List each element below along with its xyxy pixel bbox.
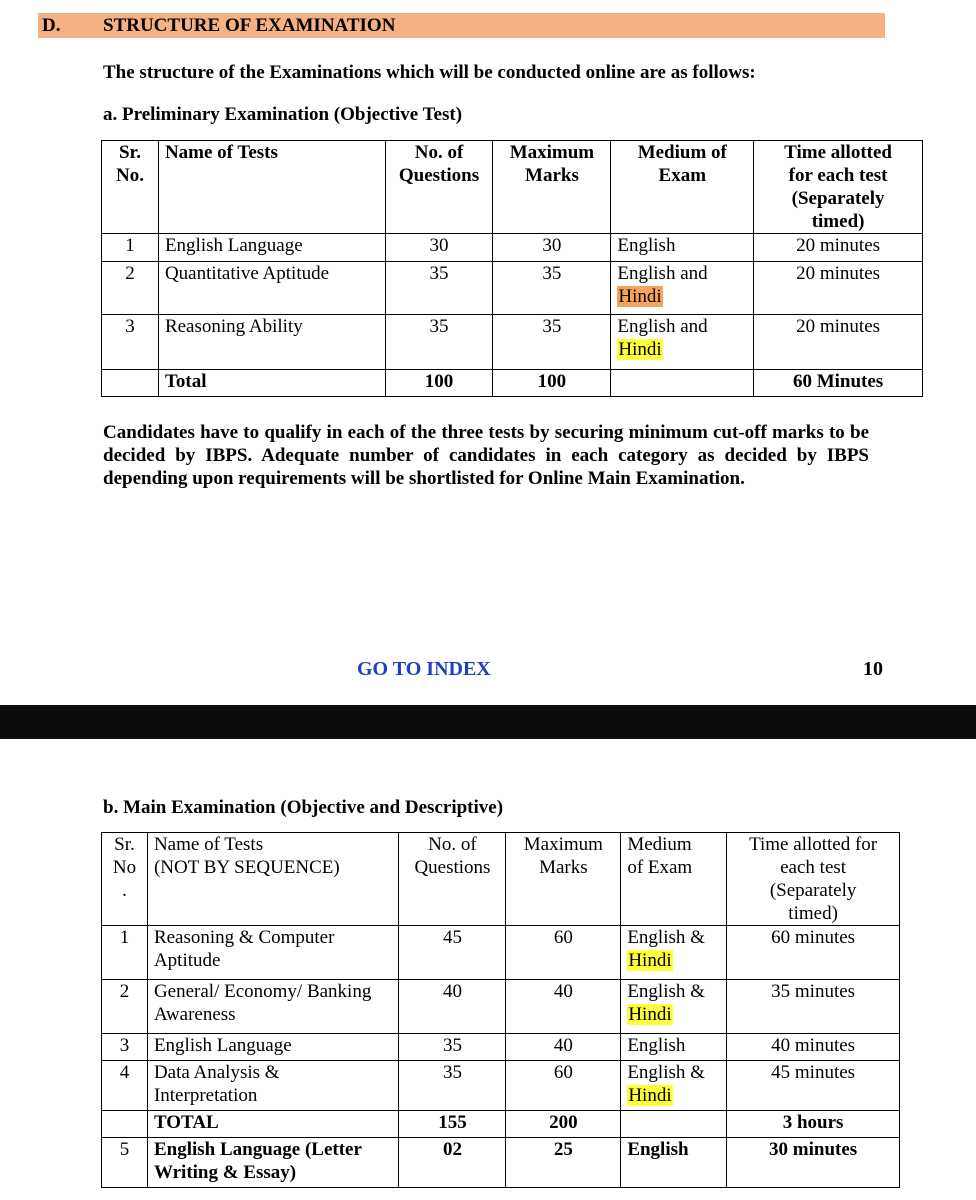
main-header-marks: Maximum Marks xyxy=(506,833,621,926)
main-test-name: English Language xyxy=(147,1034,399,1061)
main-total-questions: 155 xyxy=(399,1111,506,1138)
section-letter: D. xyxy=(42,15,61,36)
main-test-name: Data Analysis & Interpretation xyxy=(147,1061,399,1111)
prelim-test-name: Reasoning Ability xyxy=(158,315,385,370)
main-time: 35 minutes xyxy=(727,980,900,1034)
prelim-table xyxy=(101,140,923,397)
prelim-header-row xyxy=(102,141,923,234)
prelim-time: 20 minutes xyxy=(754,315,923,370)
main-medium: English xyxy=(621,1034,727,1061)
main-sr: 3 xyxy=(102,1034,148,1061)
main-table xyxy=(101,832,900,1188)
hindi-highlight: Hindi xyxy=(618,339,662,360)
main-time: 45 minutes xyxy=(727,1061,900,1111)
main-medium: English xyxy=(621,1138,727,1188)
main-total-medium xyxy=(621,1111,727,1138)
section-header-bar xyxy=(38,13,885,38)
main-test-name: Reasoning & Computer Aptitude xyxy=(147,926,399,980)
prelim-questions: 35 xyxy=(385,315,493,370)
prelim-total-sr xyxy=(102,370,159,397)
hindi-highlight: Hindi xyxy=(618,286,662,307)
main-medium: English & Hindi xyxy=(621,1061,727,1111)
hindi-highlight: Hindi xyxy=(628,1004,672,1025)
hindi-highlight: Hindi xyxy=(628,950,672,971)
main-row xyxy=(102,980,900,1034)
main-medium: English & Hindi xyxy=(621,926,727,980)
main-sr: 1 xyxy=(102,926,148,980)
prelim-test-name: Quantitative Aptitude xyxy=(158,262,385,315)
main-row xyxy=(102,1061,900,1111)
cutoff-note: Candidates have to qualify in each of the three tests by securing minimum cut-off marks to be decided by IBPS. Adequate number of candidates in each category as decided by IBPS depending upon requirements will be shortlisted for Online Main Examination. xyxy=(103,422,869,489)
hindi-highlight: Hindi xyxy=(628,1085,672,1106)
main-marks: 60 xyxy=(506,1061,621,1111)
main-row xyxy=(102,926,900,980)
section-title: STRUCTURE OF EXAMINATION xyxy=(103,15,396,36)
prelim-heading: a. Preliminary Examination (Objective Test) xyxy=(103,104,463,125)
main-marks: 25 xyxy=(506,1138,621,1188)
prelim-header-marks: Maximum Marks xyxy=(493,141,611,234)
main-sr: 5 xyxy=(102,1138,148,1188)
prelim-marks: 30 xyxy=(493,234,611,262)
main-time: 60 minutes xyxy=(727,926,900,980)
page-number: 10 xyxy=(863,658,883,680)
main-time: 40 minutes xyxy=(727,1034,900,1061)
main-total-marks: 200 xyxy=(506,1111,621,1138)
go-to-index-link[interactable]: GO TO INDEX xyxy=(357,658,491,680)
main-descriptive-row xyxy=(102,1138,900,1188)
main-medium: English & Hindi xyxy=(621,980,727,1034)
prelim-header-sr: Sr. No. xyxy=(102,141,159,234)
prelim-sr: 1 xyxy=(102,234,159,262)
main-questions: 45 xyxy=(399,926,506,980)
prelim-total-time: 60 Minutes xyxy=(754,370,923,397)
prelim-total-label: Total xyxy=(158,370,385,397)
prelim-medium: English and Hindi xyxy=(611,262,754,315)
page-break-bar xyxy=(0,705,976,739)
prelim-medium: English xyxy=(611,234,754,262)
prelim-total-row xyxy=(102,370,923,397)
main-header-time: Time allotted for each test (Separately timed) xyxy=(727,833,900,926)
main-test-name: English Language (Letter Writing & Essay) xyxy=(147,1138,399,1188)
prelim-medium: English and Hindi xyxy=(611,315,754,370)
main-questions: 35 xyxy=(399,1034,506,1061)
prelim-time: 20 minutes xyxy=(754,262,923,315)
main-marks: 40 xyxy=(506,1034,621,1061)
prelim-total-questions: 100 xyxy=(385,370,493,397)
prelim-questions: 35 xyxy=(385,262,493,315)
main-total-time: 3 hours xyxy=(727,1111,900,1138)
main-time: 30 minutes xyxy=(727,1138,900,1188)
main-questions: 35 xyxy=(399,1061,506,1111)
main-sr: 4 xyxy=(102,1061,148,1111)
prelim-questions: 30 xyxy=(385,234,493,262)
intro-text: The structure of the Examinations which will be conducted online are as follows: xyxy=(103,62,756,83)
main-total-sr xyxy=(102,1111,148,1138)
main-questions: 40 xyxy=(399,980,506,1034)
prelim-sr: 2 xyxy=(102,262,159,315)
prelim-row xyxy=(102,262,923,315)
main-marks: 60 xyxy=(506,926,621,980)
main-test-name: General/ Economy/ Banking Awareness xyxy=(147,980,399,1034)
main-total-label: TOTAL xyxy=(147,1111,399,1138)
prelim-marks: 35 xyxy=(493,262,611,315)
prelim-marks: 35 xyxy=(493,315,611,370)
prelim-test-name: English Language xyxy=(158,234,385,262)
main-header-name: Name of Tests (NOT BY SEQUENCE) xyxy=(147,833,399,926)
main-row xyxy=(102,1034,900,1061)
main-header-medium: Medium of Exam xyxy=(621,833,727,926)
prelim-row xyxy=(102,234,923,262)
prelim-header-medium: Medium of Exam xyxy=(611,141,754,234)
prelim-time: 20 minutes xyxy=(754,234,923,262)
main-marks: 40 xyxy=(506,980,621,1034)
main-header-questions: No. of Questions xyxy=(399,833,506,926)
main-total-row xyxy=(102,1111,900,1138)
prelim-sr: 3 xyxy=(102,315,159,370)
prelim-row xyxy=(102,315,923,370)
main-sr: 2 xyxy=(102,980,148,1034)
prelim-header-questions: No. of Questions xyxy=(385,141,493,234)
prelim-total-marks: 100 xyxy=(493,370,611,397)
prelim-total-medium xyxy=(611,370,754,397)
prelim-header-time: Time allotted for each test (Separately timed) xyxy=(754,141,923,234)
prelim-header-name: Name of Tests xyxy=(158,141,385,234)
main-header-sr: Sr. No . xyxy=(102,833,148,926)
main-heading: b. Main Examination (Objective and Descriptive) xyxy=(103,797,504,818)
main-header-row xyxy=(102,833,900,926)
main-questions: 02 xyxy=(399,1138,506,1188)
